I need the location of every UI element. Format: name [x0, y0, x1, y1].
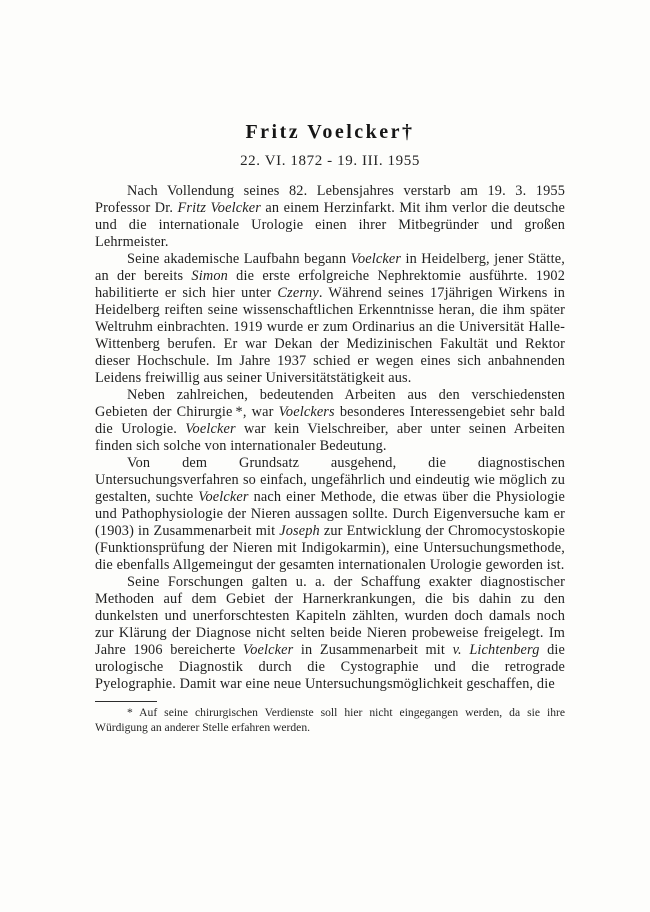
- text-run: nach einer Methode, die etwas über die Physiologie und Pathophysiologie der Nieren aussagen sollte. Durch Eigenversuche kam er (1903) in Zusammenarbeit mit: [95, 489, 565, 539]
- life-dates: 22. VI. 1872 - 19. III. 1955: [240, 153, 420, 169]
- text-run: war kein Vielschreiber, aber unter seinen Arbeiten finden sich solche von internationaler Bedeutung.: [95, 421, 565, 454]
- text-run: in Heidelberg, jener Stätte, an der bereits: [95, 251, 565, 284]
- text-run: * Auf seine chirurgischen Verdienste soll hier nicht eingegangen werden, da sie ihre Würdigung an anderer Stelle erfahren werden.: [95, 706, 565, 734]
- text-run: in Zusammenarbeit mit: [293, 642, 453, 658]
- text-run: Seine Forschungen galten u. a. der Schaffung exakter diagnostischer Methoden auf dem Gebiet der Harnerkrankungen, die bis dahin zu den dunkelsten und unerforschtesten Kapiteln zählten, wurden doch damals noch zur Klärung der Diagnose nicht selten beide Nieren probeweise freigelegt. Im Jahre 1906 bereicherte: [95, 574, 565, 658]
- text-run: Neben zahlreichen, bedeutenden Arbeiten aus den verschiedensten Gebieten der Chirurgie *, war: [95, 387, 565, 420]
- page-title: Fritz Voelcker†: [245, 121, 415, 143]
- text-run: die urologische Diagnostik durch die Cystographie und die retrograde Pyelographie. Damit war eine neue Untersuchungsmöglichkeit geschaffen, die: [95, 642, 565, 692]
- text-block: [95, 121, 565, 735]
- paragraph-5: [95, 574, 565, 693]
- text-run: Seine akademische Laufbahn begann: [127, 251, 351, 267]
- paragraph-4: [95, 455, 565, 574]
- footnote-separator: [95, 701, 157, 702]
- text-run: besonderes Interessengebiet sehr bald die Urologie.: [95, 404, 565, 437]
- text-run: Von dem Grundsatz ausgehend, die diagnostischen Untersuchungsverfahren so einfach, ungefährlich und eindeutig wie möglich zu gestalten, suchte: [95, 455, 565, 505]
- italic-name-run: Voelcker: [350, 251, 402, 267]
- text-run: Nach Vollendung seines 82. Lebensjahres verstarb am 19. 3. 1955 Professor Dr.: [95, 183, 565, 216]
- italic-name-run: Joseph: [279, 523, 320, 539]
- italic-name-run: Czerny: [277, 285, 319, 301]
- text-run: die erste erfolgreiche Nephrektomie ausführte. 1902 habilitierte er sich hier unter: [95, 268, 565, 301]
- obituary-body: [95, 183, 565, 693]
- italic-name-run: Voelcker: [242, 642, 294, 658]
- italic-name-run: Fritz Voelcker: [177, 200, 261, 216]
- paragraph-2: [95, 251, 565, 387]
- text-run: zur Entwicklung der Chromocystoskopie (Funktionsprüfung der Nieren mit Indigokarmin), eine Untersuchungsmethode, die ebenfalls Allgemeingut der gesamten internationalen Urologie geworden ist.: [95, 523, 565, 573]
- text-run: . Während seines 17jährigen Wirkens in Heidelberg reiften seine wissenschaftlichen Erkenntnisse heran, die ihm später Weltruhm einbrachten. 1919 wurde er zum Ordinarius an die Universität Halle-Wittenberg berufen. Er war Dekan der Medizinischen Fakultät und Rektor dieser Hochschule. Im Jahre 1937 schied er wegen eines sich anbahnenden Leidens freiwillig aus seiner Universitätstätigkeit aus.: [95, 285, 565, 386]
- italic-name-run: Voelcker: [198, 489, 249, 505]
- paragraph-3: [95, 387, 565, 455]
- text-run: an einem Herzinfarkt. Mit ihm verlor die deutsche und die internationale Urologie einen ihrer Mitbegründer und großen Lehrmeister.: [95, 200, 566, 250]
- paragraph-1: [95, 183, 565, 251]
- italic-name-run: Simon: [191, 268, 228, 284]
- italic-name-run: Voelcker: [185, 421, 236, 437]
- footnote: [95, 706, 565, 735]
- italic-name-run: v. Lichtenberg: [452, 642, 540, 658]
- italic-name-run: Voelckers: [278, 404, 335, 420]
